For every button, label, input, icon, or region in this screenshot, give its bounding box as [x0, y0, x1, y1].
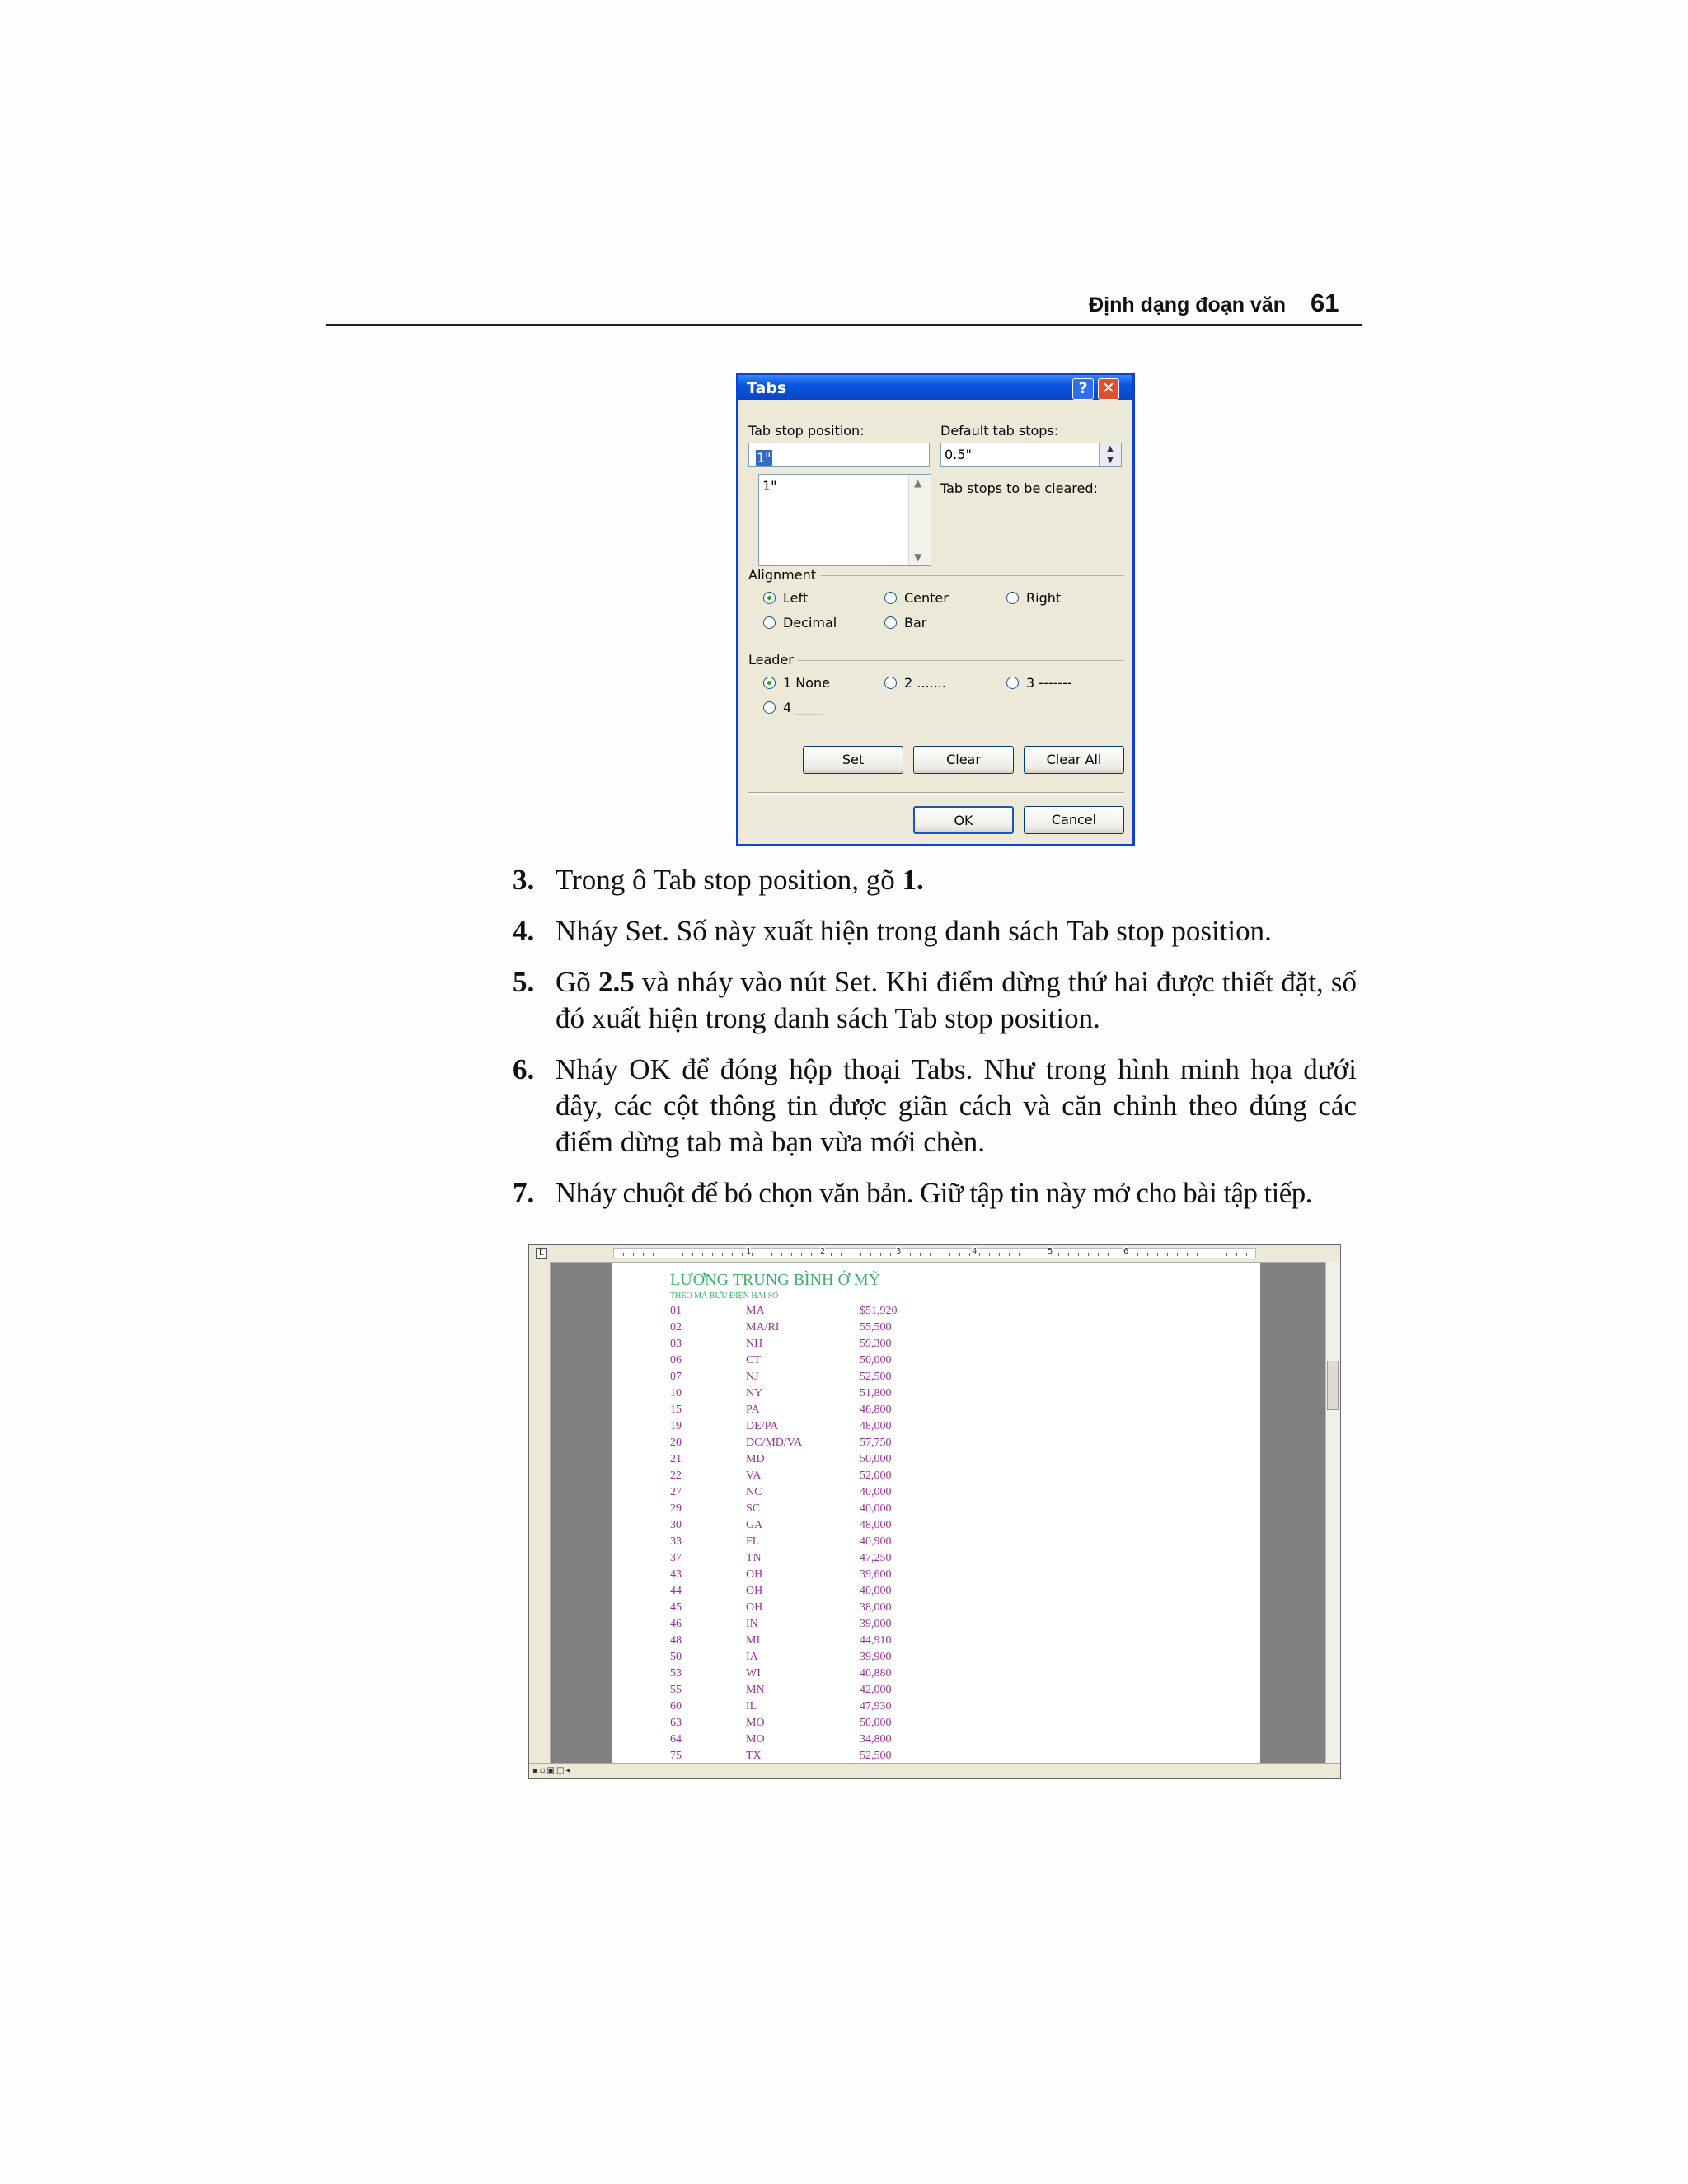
salary-cell: $51,920: [860, 1305, 898, 1317]
step-text: Trong ô Tab stop position, gõ: [556, 864, 903, 896]
default-tab-stops-spinner[interactable]: [1099, 443, 1121, 466]
table-row: [670, 1567, 917, 1583]
table-row: [670, 1748, 917, 1765]
ruler-number: 4: [972, 1247, 978, 1256]
salary-cell: 57,750: [860, 1436, 892, 1449]
view-buttons-icon[interactable]: ▪▫▣◫◂: [532, 1766, 572, 1775]
table-row: [670, 1369, 917, 1385]
zip-prefix-cell: 37: [670, 1552, 682, 1564]
table-row: [670, 1435, 917, 1451]
alignment-decimal-label[interactable]: Decimal: [783, 615, 837, 630]
default-tab-stops-input[interactable]: [940, 443, 1122, 467]
step-item: [513, 862, 1357, 898]
salary-cell: 50,000: [860, 1453, 892, 1465]
salary-cell: 51,800: [860, 1387, 892, 1399]
state-cell: TN: [746, 1552, 762, 1564]
state-cell: SC: [746, 1502, 761, 1515]
salary-cell: 52,000: [860, 1469, 892, 1482]
state-cell: NC: [746, 1486, 762, 1498]
ok-button[interactable]: OK: [913, 806, 1014, 834]
zip-prefix-cell: 60: [670, 1700, 682, 1713]
zip-prefix-cell: 29: [670, 1502, 682, 1515]
step-number: 3.: [513, 864, 535, 896]
step-number: 4.: [513, 915, 535, 947]
tab-stop-position-label: Tab stop position:: [748, 423, 865, 438]
table-row: [670, 1484, 917, 1501]
steps-list: [513, 862, 1357, 1226]
state-cell: DE/PA: [746, 1420, 779, 1432]
step-bold-text: 1.: [902, 864, 924, 896]
alignment-right-radio[interactable]: [1006, 592, 1019, 604]
ruler-number: 1: [746, 1247, 752, 1256]
zip-prefix-cell: 43: [670, 1568, 682, 1581]
alignment-left-label[interactable]: Left: [783, 590, 809, 606]
vertical-scrollbar[interactable]: [1325, 1262, 1340, 1765]
table-row: [670, 1352, 917, 1369]
state-cell: WI: [746, 1667, 761, 1680]
page-number: 61: [1311, 288, 1339, 317]
zip-prefix-cell: 53: [670, 1667, 682, 1680]
table-row: [670, 1319, 917, 1336]
spin-up-icon[interactable]: ▲: [1107, 444, 1114, 453]
table-row: [670, 1385, 917, 1402]
clear-button[interactable]: Clear: [913, 746, 1014, 774]
state-cell: MO: [746, 1717, 765, 1729]
step-text: Nháy Set. Số này xuất hiện trong danh sách Tab stop position.: [556, 915, 1272, 947]
alignment-left-radio[interactable]: [763, 592, 776, 604]
dialog-title: Tabs: [747, 379, 787, 397]
leader-dots-label[interactable]: 2 .......: [904, 675, 946, 691]
tab-stop-position-value: 1": [757, 450, 771, 466]
zip-prefix-cell: 21: [670, 1453, 682, 1465]
table-row: [670, 1699, 917, 1715]
table-row: [670, 1517, 917, 1534]
horizontal-scrollbar[interactable]: [529, 1763, 1340, 1778]
zip-prefix-cell: 45: [670, 1601, 682, 1614]
zip-prefix-cell: 44: [670, 1585, 682, 1597]
word-window-screenshot: [528, 1244, 1341, 1779]
zip-prefix-cell: 02: [670, 1321, 682, 1333]
zip-prefix-cell: 48: [670, 1634, 682, 1647]
table-row: [670, 1583, 917, 1600]
zip-prefix-cell: 22: [670, 1469, 682, 1482]
step-number: 7.: [513, 1177, 535, 1209]
alignment-right-label[interactable]: Right: [1026, 590, 1062, 606]
leader-dashes-label[interactable]: 3 -------: [1026, 675, 1072, 691]
step-item: [513, 964, 1357, 1037]
state-cell: TX: [746, 1750, 762, 1762]
default-tab-stops-label: Default tab stops:: [940, 423, 1059, 438]
document-page[interactable]: [612, 1263, 1260, 1765]
state-cell: VA: [746, 1469, 762, 1482]
table-row: [670, 1732, 917, 1748]
leader-underline-radio[interactable]: [763, 701, 776, 714]
dialog-titlebar: [738, 375, 1132, 400]
state-cell: OH: [746, 1585, 763, 1597]
table-row: [670, 1715, 917, 1732]
alignment-center-radio[interactable]: [884, 592, 897, 604]
zip-prefix-cell: 33: [670, 1535, 682, 1548]
salary-cell: 52,500: [860, 1371, 892, 1383]
alignment-center-label[interactable]: Center: [904, 590, 949, 606]
salary-cell: 34,800: [860, 1733, 892, 1746]
salary-cell: 40,000: [860, 1486, 892, 1498]
step-bold-text: 2.5: [598, 966, 635, 998]
salary-cell: 42,000: [860, 1684, 892, 1696]
tab-stop-list-scrollbar[interactable]: [908, 475, 931, 565]
state-cell: IN: [746, 1618, 758, 1630]
dialog-separator: [748, 792, 1124, 795]
table-row: [670, 1649, 917, 1666]
zip-prefix-cell: 01: [670, 1305, 682, 1317]
salary-cell: 44,910: [860, 1634, 892, 1647]
step-text-after: và nháy vào nút Set. Khi điểm dừng thứ hai được thiết đặt, số đó xuất hiện trong danh sách Tab stop position.: [556, 966, 1357, 1034]
table-row: [670, 1336, 917, 1352]
table-row: [670, 1418, 917, 1435]
tab-stop-list[interactable]: [758, 474, 931, 566]
table-row: [670, 1616, 917, 1633]
vertical-ruler: [529, 1262, 551, 1765]
salary-cell: 59,300: [860, 1338, 892, 1350]
table-row: [670, 1550, 917, 1567]
state-cell: MD: [746, 1453, 765, 1465]
leader-group-label: Leader: [748, 652, 794, 668]
state-cell: IL: [746, 1700, 757, 1713]
salary-cell: 39,600: [860, 1568, 892, 1581]
zip-prefix-cell: 55: [670, 1684, 682, 1696]
ruler-number: 2: [820, 1247, 826, 1256]
state-cell: MN: [746, 1684, 765, 1696]
state-cell: OH: [746, 1601, 763, 1614]
zip-prefix-cell: 19: [670, 1420, 682, 1432]
zip-prefix-cell: 06: [670, 1354, 682, 1366]
salary-cell: 39,900: [860, 1651, 892, 1663]
zip-prefix-cell: 03: [670, 1338, 682, 1350]
leader-underline-label[interactable]: 4 ____: [783, 700, 823, 715]
close-button[interactable]: ✕: [1098, 378, 1119, 400]
tab-stop-list-item[interactable]: 1": [762, 478, 777, 494]
leader-dashes-radio[interactable]: [1006, 677, 1019, 689]
table-row: [670, 1600, 917, 1616]
table-row: [670, 1451, 917, 1468]
salary-cell: 55,500: [860, 1321, 892, 1333]
zip-prefix-cell: 20: [670, 1436, 682, 1449]
alignment-decimal-radio[interactable]: [763, 616, 776, 629]
state-cell: MI: [746, 1634, 761, 1647]
scrollbar-thumb[interactable]: [1327, 1361, 1339, 1410]
leader-none-radio[interactable]: [763, 677, 776, 689]
zip-prefix-cell: 64: [670, 1733, 682, 1746]
scroll-down-icon[interactable]: ▼: [914, 551, 922, 563]
state-cell: DC/MD/VA: [746, 1436, 803, 1449]
spin-down-icon[interactable]: ▼: [1107, 456, 1114, 465]
state-cell: PA: [746, 1404, 760, 1416]
table-row: [670, 1633, 917, 1649]
step-text: Nháy OK để đóng hộp thoại Tabs. Như trong hình minh họa dưới đây, các cột thông tin được giãn cách và căn chỉnh theo đúng các điểm dừng tab mà bạn vừa mới chèn.: [556, 1053, 1357, 1158]
state-cell: MA/RI: [746, 1321, 780, 1333]
clear-all-button[interactable]: Clear All: [1024, 746, 1124, 774]
salary-cell: 48,000: [860, 1420, 892, 1432]
horizontal-ruler[interactable]: [613, 1248, 1256, 1258]
salary-cell: 38,000: [860, 1601, 892, 1614]
default-tab-stops-value: 0.5": [945, 447, 972, 462]
header-rule: [326, 324, 1362, 326]
zip-prefix-cell: 15: [670, 1404, 682, 1416]
help-button[interactable]: ?: [1072, 378, 1094, 400]
state-cell: NJ: [746, 1371, 759, 1383]
step-text: Nháy chuột để bỏ chọn văn bản. Giữ tập tin này mở cho bài tập tiếp.: [556, 1177, 1312, 1209]
zip-prefix-cell: 27: [670, 1486, 682, 1498]
zip-prefix-cell: 07: [670, 1371, 682, 1383]
table-row: [670, 1402, 917, 1418]
set-button[interactable]: Set: [803, 746, 903, 774]
step-number: 5.: [513, 966, 535, 998]
tab-stops-to-clear-label: Tab stops to be cleared:: [940, 480, 1098, 496]
salary-cell: 47,250: [860, 1552, 892, 1564]
table-row: [670, 1303, 917, 1319]
zip-prefix-cell: 10: [670, 1387, 682, 1399]
table-row: [670, 1468, 917, 1484]
leader-dots-radio[interactable]: [884, 677, 897, 689]
zip-prefix-cell: 75: [670, 1750, 682, 1762]
leader-none-label[interactable]: 1 None: [783, 675, 831, 691]
document-data-rows: [670, 1303, 917, 1765]
zip-prefix-cell: 50: [670, 1651, 682, 1663]
tab-stop-position-input[interactable]: [748, 443, 930, 467]
alignment-bar-radio[interactable]: [884, 616, 897, 629]
salary-cell: 52,500: [860, 1750, 892, 1762]
step-text: Gõ: [556, 966, 598, 998]
running-header-title: Định dạng đoạn văn: [1089, 293, 1286, 316]
alignment-group-label: Alignment: [748, 567, 816, 583]
step-item: [513, 1175, 1357, 1212]
ruler-number: 6: [1123, 1247, 1129, 1256]
salary-cell: 48,000: [860, 1519, 892, 1531]
state-cell: GA: [746, 1519, 763, 1531]
zip-prefix-cell: 63: [670, 1717, 682, 1729]
salary-cell: 46,800: [860, 1404, 892, 1416]
salary-cell: 40,000: [860, 1502, 892, 1515]
tabs-dialog: [736, 373, 1135, 846]
state-cell: MO: [746, 1733, 765, 1746]
tab-selector-button[interactable]: L: [536, 1248, 547, 1259]
document-title: LƯƠNG TRUNG BÌNH Ở MỸ: [670, 1271, 881, 1289]
document-subtitle: THEO MÃ BƯU ĐIỆN HAI SỐ: [670, 1291, 779, 1301]
ruler-number: 3: [896, 1247, 902, 1256]
scroll-up-icon[interactable]: ▲: [914, 477, 922, 489]
state-cell: NH: [746, 1338, 763, 1350]
cancel-button[interactable]: Cancel: [1024, 806, 1124, 834]
table-row: [670, 1501, 917, 1517]
salary-cell: 47,930: [860, 1700, 892, 1713]
ruler-number: 5: [1048, 1247, 1053, 1256]
state-cell: MA: [746, 1305, 765, 1317]
table-row: [670, 1682, 917, 1699]
salary-cell: 40,880: [860, 1667, 892, 1680]
state-cell: OH: [746, 1568, 763, 1581]
salary-cell: 40,000: [860, 1585, 892, 1597]
salary-cell: 50,000: [860, 1354, 892, 1366]
salary-cell: 50,000: [860, 1717, 892, 1729]
step-number: 6.: [513, 1053, 535, 1085]
step-item: [513, 913, 1357, 949]
step-item: [513, 1052, 1357, 1160]
leader-group-line: [798, 660, 1124, 661]
salary-cell: 40,900: [860, 1535, 892, 1548]
zip-prefix-cell: 30: [670, 1519, 682, 1531]
table-row: [670, 1534, 917, 1550]
alignment-group-line: [821, 575, 1124, 576]
table-row: [670, 1666, 917, 1682]
state-cell: NY: [746, 1387, 763, 1399]
state-cell: FL: [746, 1535, 760, 1548]
zip-prefix-cell: 46: [670, 1618, 682, 1630]
state-cell: IA: [746, 1651, 758, 1663]
alignment-bar-label[interactable]: Bar: [904, 615, 927, 630]
state-cell: CT: [746, 1354, 761, 1366]
salary-cell: 39,000: [860, 1618, 892, 1630]
ruler-bar: [529, 1245, 1340, 1263]
